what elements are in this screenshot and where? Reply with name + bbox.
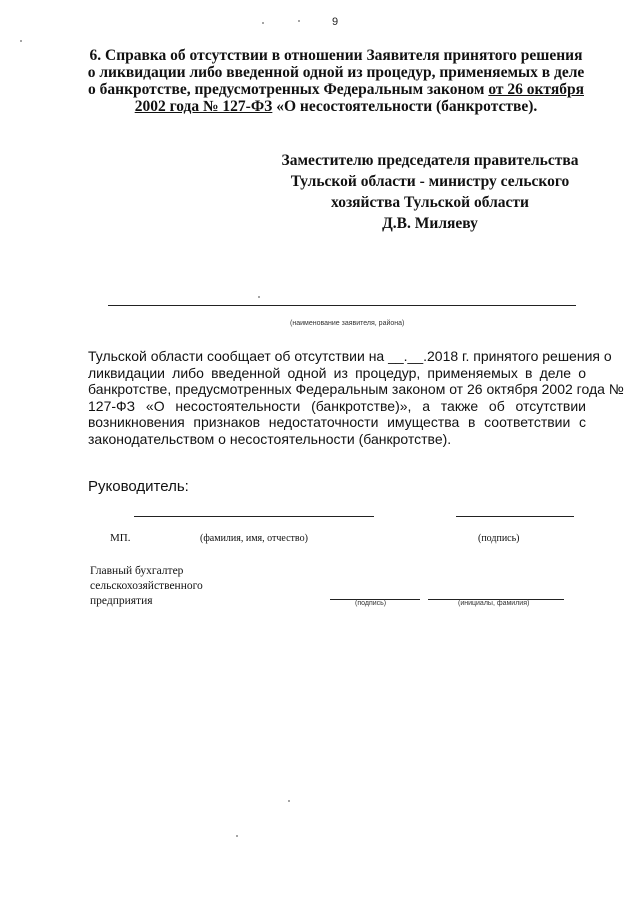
applicant-name-line — [108, 305, 576, 306]
addressee-name: Д.В. Миляеву — [382, 215, 478, 232]
accountant-signature-caption: (подпись) — [355, 600, 387, 607]
head-label: Руководитель: — [88, 478, 189, 495]
fio-caption: (фамилия, имя, отчество) — [200, 533, 308, 544]
accountant-line: сельскохозяйственного — [90, 580, 203, 592]
document-title — [86, 47, 586, 115]
accountant-initials-caption: (инициалы, фамилия) — [458, 600, 530, 607]
title-law-reference: от 26 октября 2002 года № 127-ФЗ — [134, 81, 584, 115]
body-line: 127-ФЗ «О несостоятельности (банкротстве)», а также об отсутствии — [88, 397, 586, 414]
addressee-block — [270, 150, 590, 234]
accountant-line: Главный бухгалтер — [90, 565, 184, 577]
body-line: законодательством о несостоятельности (банкротстве). — [88, 430, 452, 447]
scan-speck — [262, 22, 264, 24]
scan-speck — [20, 40, 22, 42]
head-fio-line — [134, 516, 374, 517]
body-line: ликвидации либо введенной одной из процедур, применяемых в деле о — [88, 364, 586, 381]
scan-speck — [258, 296, 260, 298]
addressee-line: хозяйства Тульской области — [331, 194, 529, 211]
scan-speck — [288, 800, 290, 802]
body-line: возникновения признаков недостаточности имущества в соответствии с — [88, 414, 586, 431]
addressee-line: Заместителю председателя правительства — [281, 152, 579, 169]
accountant-label — [90, 564, 203, 609]
accountant-line: предприятия — [90, 595, 153, 607]
scan-speck — [298, 20, 300, 22]
page-number: 9 — [332, 16, 339, 28]
body-line: Тульской области сообщает об отсутствии на __.__.2018 г. принятого решения о — [88, 348, 612, 364]
body-line: банкротстве, предусмотренных Федеральным законом от 26 октября 2002 года № — [88, 381, 624, 398]
signature-caption: (подпись) — [478, 533, 520, 544]
title-main: 6. Справка об отсутствии в отношении Заявителя принятого решения о ликвидации либо введенной одной из процедур, применяемых в деле о банкротстве, предусмотренных Федеральным законом — [87, 47, 585, 98]
scan-speck — [236, 835, 238, 837]
addressee-line: Тульской области - министру сельского — [290, 173, 570, 190]
head-signature-line — [456, 516, 574, 517]
applicant-caption: (наименование заявителя, района) — [290, 320, 405, 327]
stamp-label: МП. — [110, 532, 131, 544]
body-paragraph — [88, 348, 624, 448]
title-end: «О несостоятельности (банкротстве). — [276, 98, 538, 115]
